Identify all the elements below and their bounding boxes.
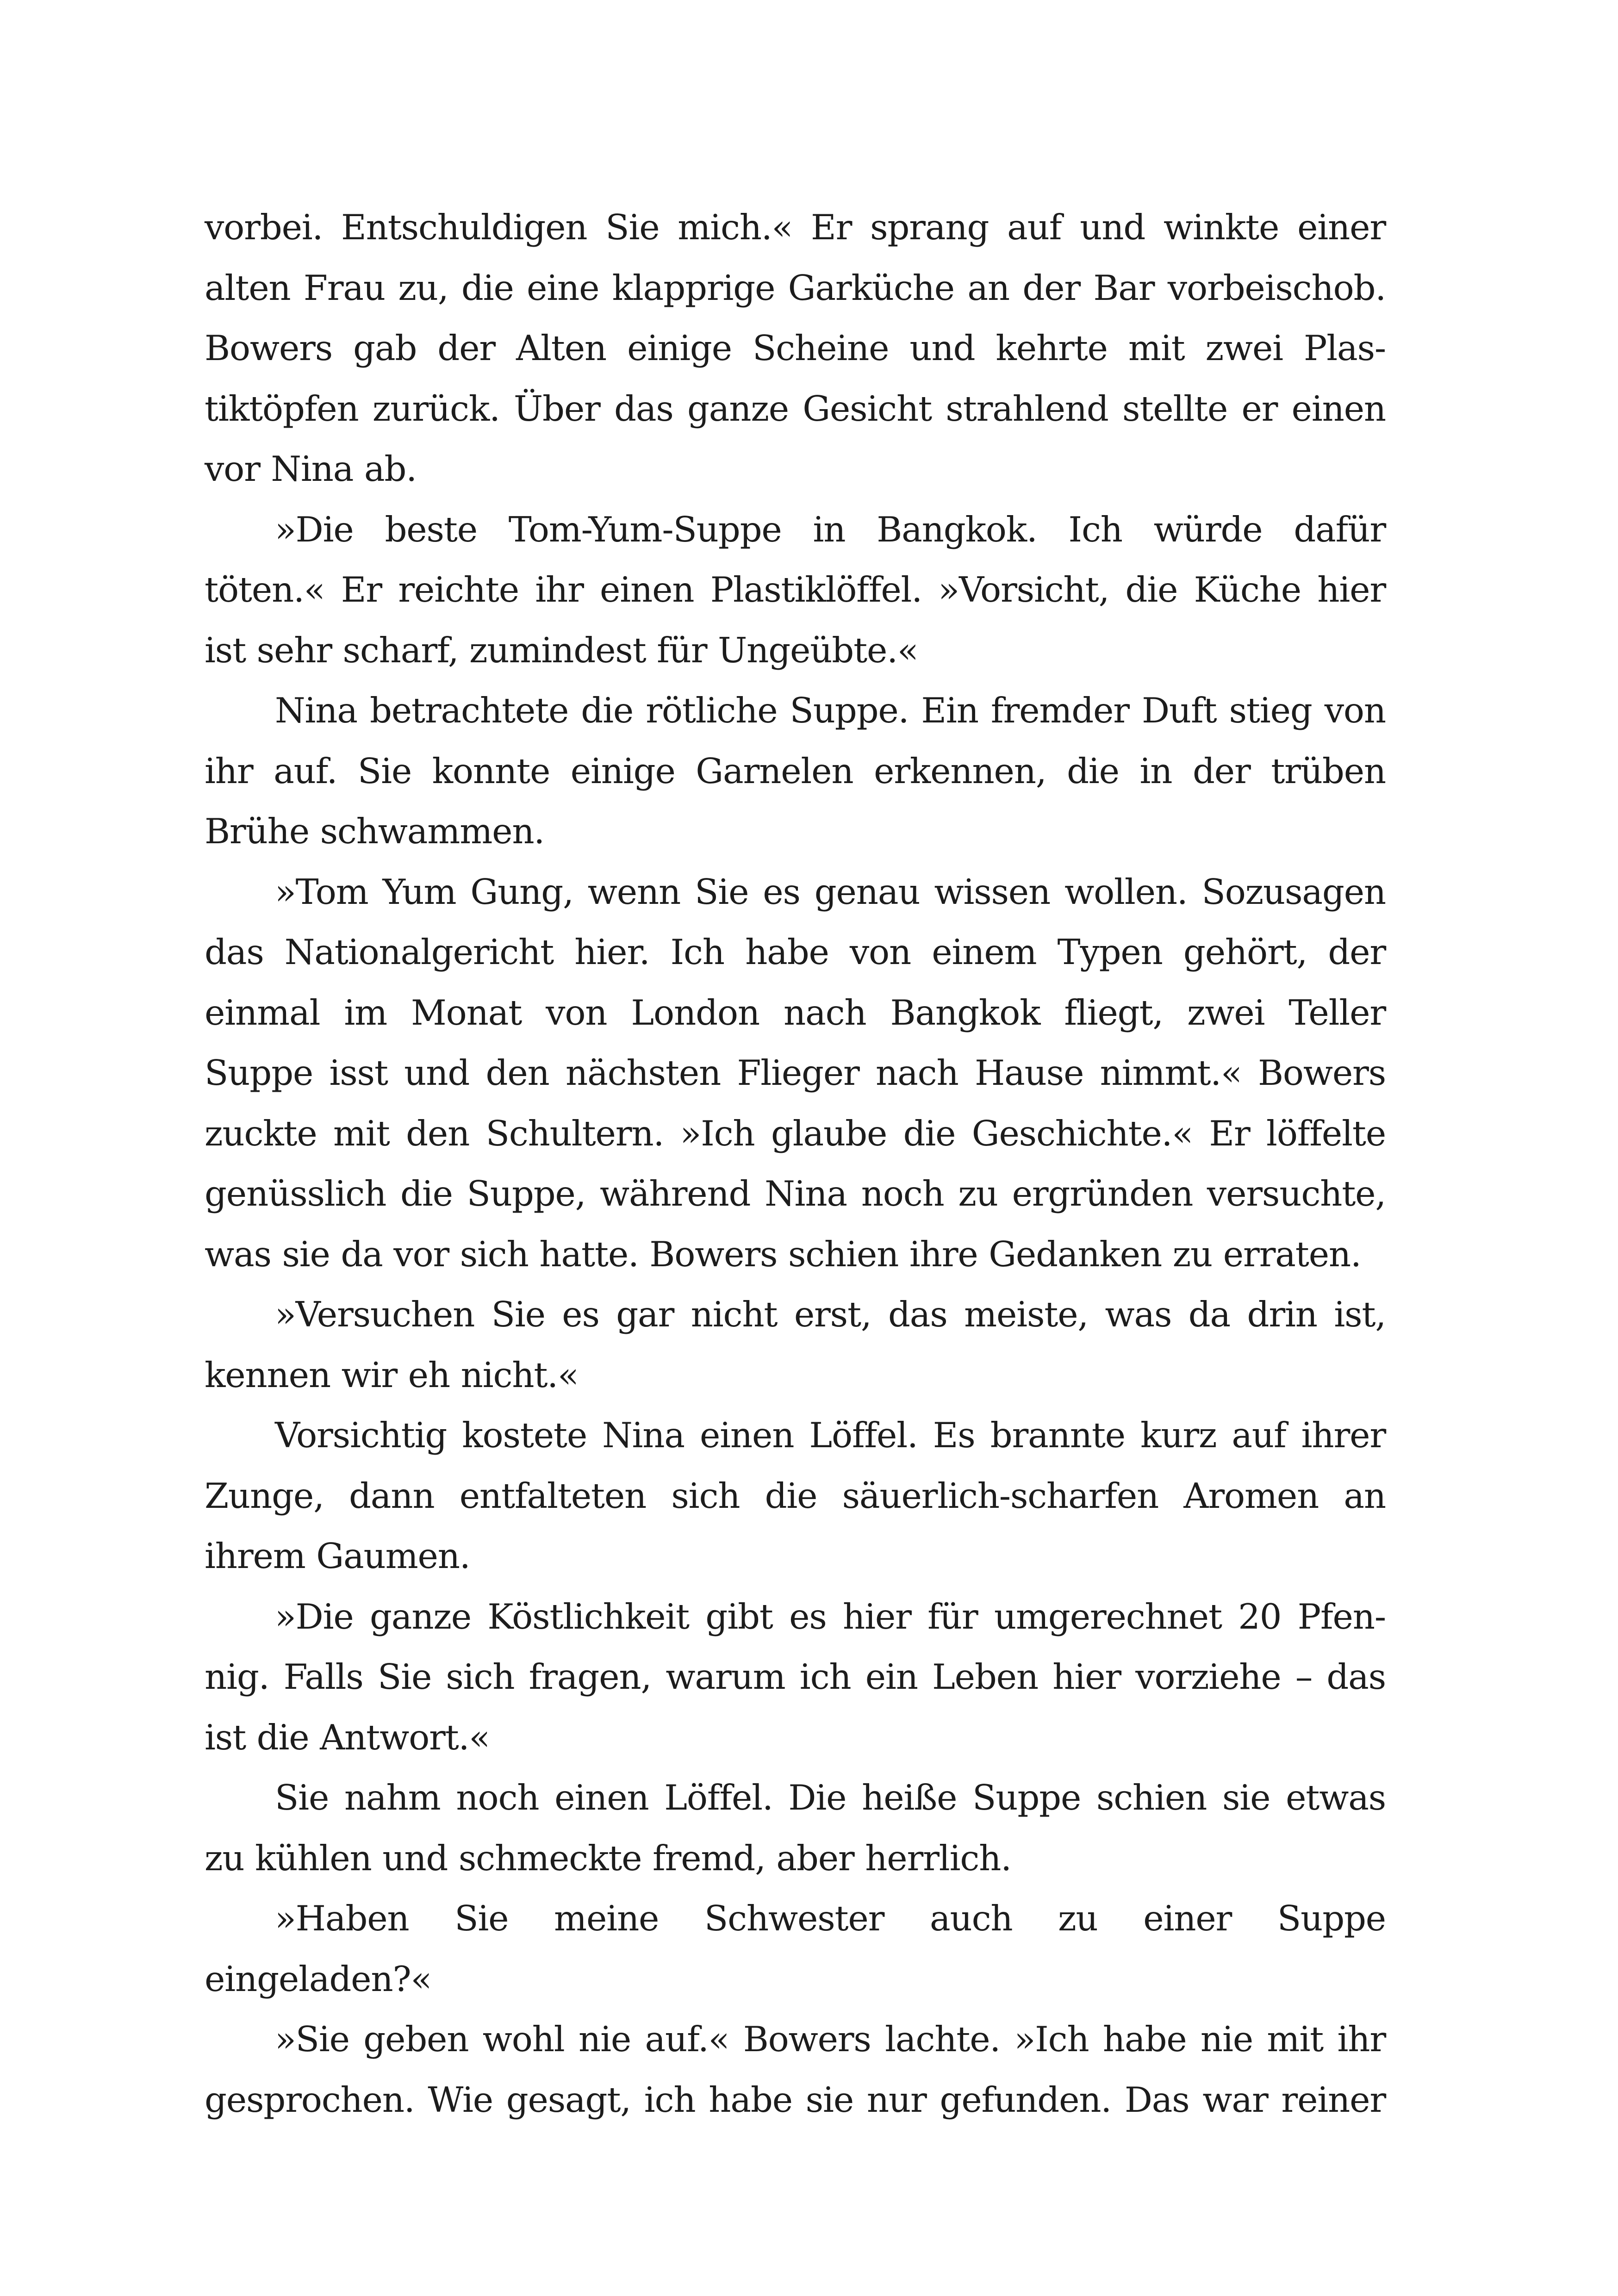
text-line: Zunge, dann entfalteten sich die säuerlich-scharfen Aromen an xyxy=(205,1475,1386,1516)
text-line: »Versuchen Sie es gar nicht erst, das meiste, was da drin ist, xyxy=(275,1294,1386,1335)
text-line: ist sehr scharf, zumindest für Ungeübte.« xyxy=(205,629,918,671)
text-line: »Die ganze Köstlichkeit gibt es hier für umgerechnet 20 Pfen- xyxy=(275,1596,1386,1637)
text-line: tiktöpfen zurück. Über das ganze Gesicht strahlend stellte er einen xyxy=(205,388,1386,429)
text-line: »Tom Yum Gung, wenn Sie es genau wissen wollen. Sozusagen xyxy=(275,871,1386,912)
text-line: Sie nahm noch einen Löffel. Die heiße Suppe schien sie etwas xyxy=(275,1777,1386,1818)
body-text xyxy=(205,197,1386,2130)
text-line: eingeladen?« xyxy=(205,1958,432,1999)
text-line: das Nationalgericht hier. Ich habe von einem Typen gehört, der xyxy=(205,932,1386,972)
text-line: gesprochen. Wie gesagt, ich habe sie nur gefunden. Das war reiner xyxy=(205,2079,1386,2120)
text-line: Suppe isst und den nächsten Flieger nach Hause nimmt.« Bowers xyxy=(205,1052,1386,1093)
text-line: zu kühlen und schmeckte fremd, aber herrlich. xyxy=(205,1837,1011,1879)
text-line: ist die Antwort.« xyxy=(205,1717,490,1758)
text-line: was sie da vor sich hatte. Bowers schien ihre Gedanken zu erraten. xyxy=(205,1233,1361,1275)
text-line: vorbei. Entschuldigen Sie mich.« Er sprang auf und winkte einer xyxy=(205,207,1386,248)
text-line: »Haben Sie meine Schwester auch zu einer Suppe xyxy=(275,1898,1386,1939)
text-line: Bowers gab der Alten einige Scheine und kehrte mit zwei Plas- xyxy=(205,328,1386,368)
text-line: »Die beste Tom-Yum-Suppe in Bangkok. Ich würde dafür xyxy=(275,509,1386,550)
text-line: Nina betrachtete die rötliche Suppe. Ein fremder Duft stieg von xyxy=(275,690,1386,731)
text-line: ihr auf. Sie konnte einige Garnelen erkennen, die in der trüben xyxy=(205,750,1386,791)
text-line: töten.« Er reichte ihr einen Plastiklöffel. »Vorsicht, die Küche hier xyxy=(205,569,1386,610)
text-line: ihrem Gaumen. xyxy=(205,1536,470,1576)
text-line: »Sie geben wohl nie auf.« Bowers lachte. »Ich habe nie mit ihr xyxy=(275,2019,1386,2060)
text-line: kennen wir eh nicht.« xyxy=(205,1354,579,1395)
text-line: genüsslich die Suppe, während Nina noch zu ergründen versuchte, xyxy=(205,1173,1386,1214)
text-line: Brühe schwammen. xyxy=(205,811,545,852)
text-line: Vorsichtig kostete Nina einen Löffel. Es brannte kurz auf ihrer xyxy=(275,1415,1386,1456)
text-line: vor Nina ab. xyxy=(205,448,417,489)
text-line: alten Frau zu, die eine klapprige Garküche an der Bar vorbeischob. xyxy=(205,267,1386,308)
text-line: einmal im Monat von London nach Bangkok fliegt, zwei Teller xyxy=(205,992,1386,1033)
text-line: nig. Falls Sie sich fragen, warum ich ein Leben hier vorziehe – das xyxy=(205,1656,1386,1697)
text-line: zuckte mit den Schultern. »Ich glaube die Geschichte.« Er löffelte xyxy=(205,1113,1386,1154)
